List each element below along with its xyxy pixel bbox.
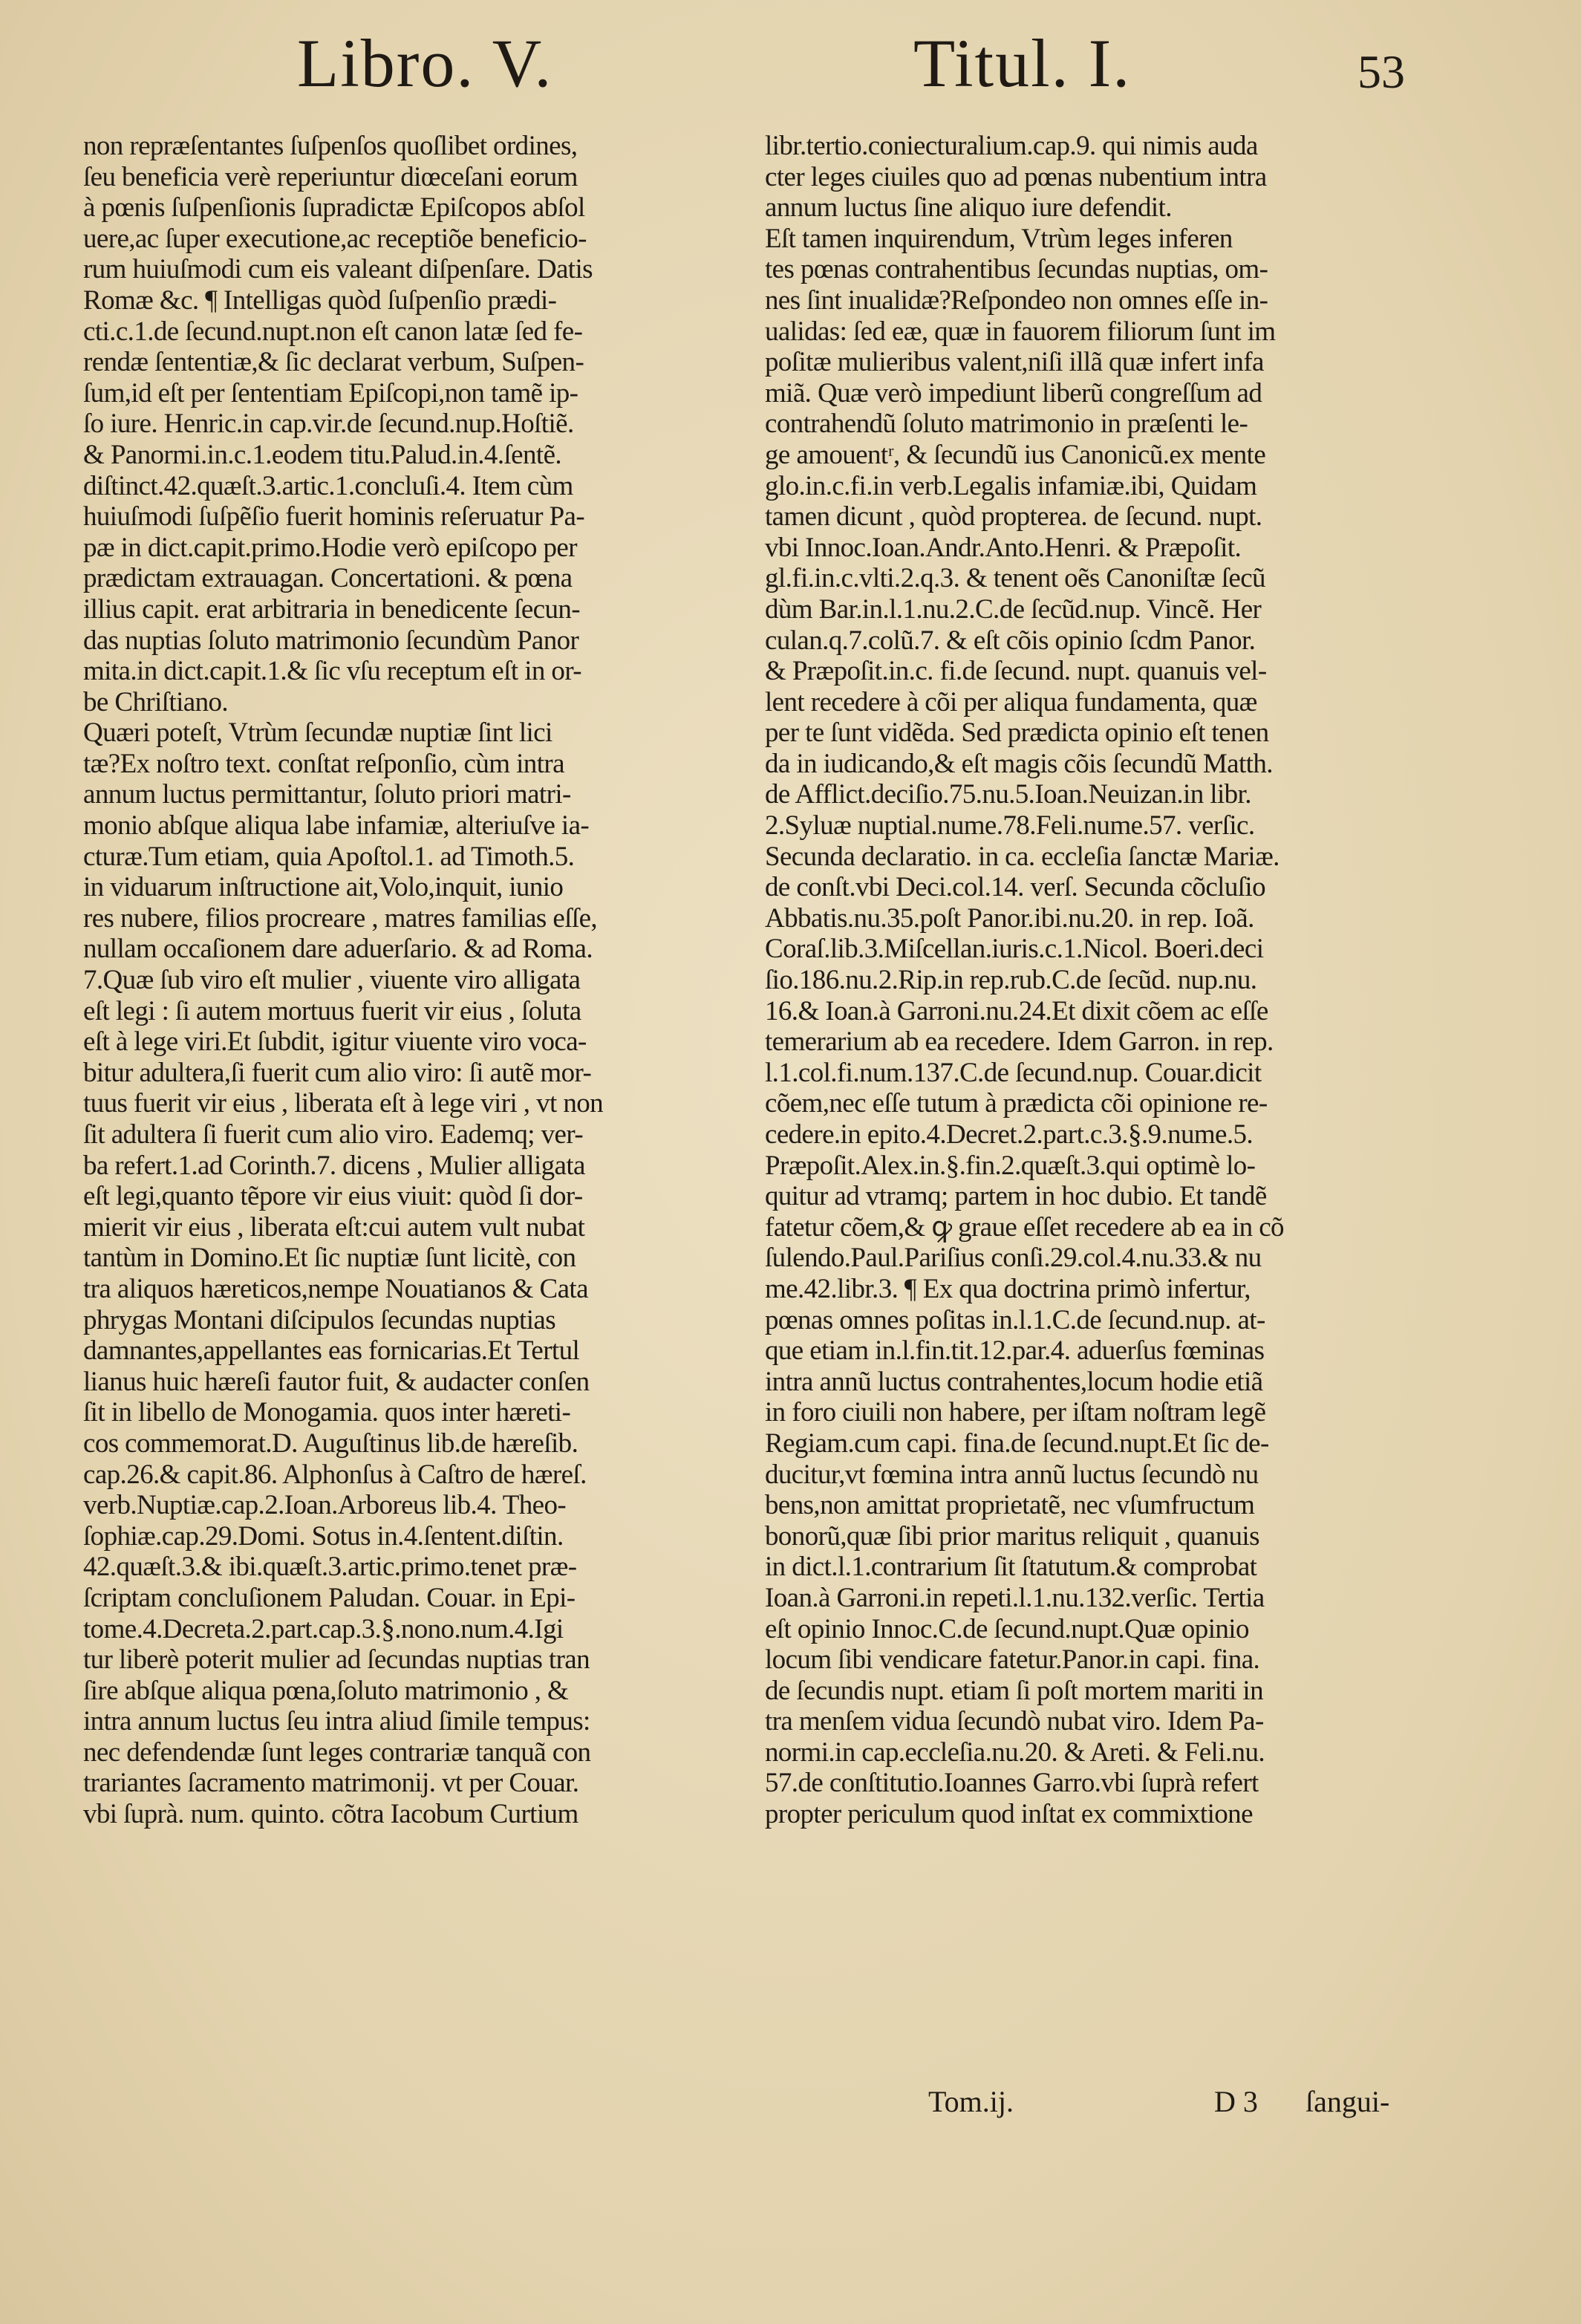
text-line: mierit vir eius , liberata eſt:cui autem vult nubat <box>83 1211 585 1243</box>
text-line: cos commemorat.D. Auguſtinus lib.de hæreſib. <box>83 1428 578 1459</box>
text-line: ba refert.1.ad Corinth.7. dicens , Mulier alligata <box>83 1150 585 1181</box>
text-line: be Chriſtiano. <box>83 686 229 717</box>
text-line: ſeu beneficia verè reperiuntur diœceſani eorum <box>83 161 578 192</box>
text-line: fatetur cõem,& ꝙ graue eſſet recedere ab ea in cõ <box>765 1211 1284 1243</box>
text-line: lent recedere à cõi per aliqua fundamenta, quæ <box>765 686 1257 717</box>
text-line: uere,ac ſuper executione,ac receptiõe beneficio- <box>83 223 587 254</box>
text-line: tæ?Ex noſtro text. conſtat reſponſio, cùm intra <box>83 748 564 779</box>
text-line: cedere.in epito.4.Decret.2.part.c.3.§.9.nume.5. <box>765 1119 1254 1150</box>
text-line: ſo iure. Henric.in cap.vir.de ſecund.nup.Hoſtiẽ. <box>83 409 574 440</box>
text-line: cap.26.& capit.86. Alphonſus à Caſtro de hæreſ. <box>83 1459 587 1490</box>
running-head-title: Titul. I. <box>913 25 1132 101</box>
text-line: cti.c.1.de ſecund.nupt.non eſt canon latæ ſed fe- <box>83 316 583 347</box>
text-line: annum luctus permittantur, ſoluto priori matri- <box>83 779 571 810</box>
text-line: propter periculum quod inſtat ex commixtione <box>765 1799 1253 1830</box>
text-line: contrahendũ ſoluto matrimonio in præſenti le- <box>765 409 1248 440</box>
page-footer <box>0 2080 1581 2124</box>
text-line: illius capit. erat arbitraria in benedicente ſecun- <box>83 593 580 625</box>
text-line: locum ſibi vendicare fatetur.Panor.in capi. fina. <box>765 1644 1260 1676</box>
text-line: de Afflict.deciſio.75.nu.5.Ioan.Neuizan.in libr. <box>765 779 1251 810</box>
text-line: cturæ.Tum etiam, quia Apoſtol.1. ad Timoth.5. <box>83 841 575 872</box>
text-line: Romæ &c. ¶ Intelligas quòd ſuſpenſio prædi- <box>83 284 557 316</box>
text-line: ſcriptam concluſionem Paludan. Couar. in Epi- <box>83 1582 576 1613</box>
text-line: in foro ciuili non habere, per iſtam noſtram legẽ <box>765 1397 1266 1428</box>
text-line: Præpoſit.Alex.in.§.fin.2.quæſt.3.qui optimè lo- <box>765 1150 1256 1181</box>
text-line: vbi ſuprà. num. quinto. cõtra Iacobum Curtium <box>83 1799 578 1830</box>
text-line: tuus fuerit vir eius , liberata eſt à lege viri , vt non <box>83 1088 604 1119</box>
text-line: ſio.186.nu.2.Rip.in rep.rub.C.de ſecũd. nup.nu. <box>765 965 1257 996</box>
text-line: ſophiæ.cap.29.Domi. Sotus in.4.ſentent.diſtin. <box>83 1520 564 1552</box>
text-line: culan.q.7.colũ.7. & eſt cõis opinio ſcdm Panor. <box>765 625 1256 656</box>
text-line: tra menſem vidua ſecundò nubat viro. Idem Pa- <box>765 1706 1264 1737</box>
catchword: ſangui- <box>1305 2085 1390 2118</box>
text-line: tome.4.Decreta.2.part.cap.3.§.nono.num.4.Igi <box>83 1613 564 1644</box>
running-head <box>0 22 1581 104</box>
text-line: de ſecundis nupt. etiam ſi poſt mortem mariti in <box>765 1675 1263 1706</box>
text-line: prædictam extrauagan. Concertationi. & pœna <box>83 563 573 594</box>
text-line: de conſt.vbi Deci.col.14. verſ. Secunda cõcluſio <box>765 872 1265 903</box>
text-line: & Panormi.in.c.1.eodem titu.Palud.in.4.ſentẽ. <box>83 439 562 470</box>
text-line: monio abſque aliqua labe infamiæ, alteriuſve ia- <box>83 810 590 842</box>
text-line: in dict.l.1.contrarium ſit ſtatutum.& comprobat <box>765 1552 1257 1583</box>
text-line: & Præpoſit.in.c. fi.de ſecund. nupt. quanuis vel- <box>765 656 1267 687</box>
text-line: bitur adultera,ſi fuerit cum alio viro: ſi autẽ mor- <box>83 1057 592 1088</box>
text-line: intra annũ luctus contrahentes,locum hodie etiã <box>765 1366 1263 1397</box>
text-line: rendæ ſententiæ,& ſic declarat verbum, Suſpen- <box>83 347 584 378</box>
text-line: 2.Syluæ nuptial.nume.78.Feli.nume.57. verſic. <box>765 810 1255 842</box>
text-line: dùm Bar.in.l.1.nu.2.C.de ſecũd.nup. Vincẽ. Her <box>765 593 1262 625</box>
text-line: da in iudicando,& eſt magis cõis ſecundũ Matth. <box>765 748 1273 779</box>
text-line: lianus huic hæreſi fautor fuit, & audacter conſen <box>83 1366 590 1397</box>
text-line: tra aliquos hæreticos,nempe Nouatianos & Cata <box>83 1273 588 1304</box>
text-line: tes pœnas contrahentibus ſecundas nuptias, om- <box>765 254 1268 285</box>
text-line: tamen dicunt , quòd propterea. de ſecund. nupt. <box>765 501 1262 533</box>
text-line: 16.& Ioan.à Garroni.nu.24.Et dixit cõem ac eſſe <box>765 995 1268 1026</box>
text-line: annum luctus ſine aliquo iure defendit. <box>765 192 1172 224</box>
text-line: ge amouentʳ, & ſecundũ ius Canonicũ.ex mente <box>765 439 1266 470</box>
text-line: ſire abſque aliqua pœna,ſoluto matrimonio , & <box>83 1675 569 1706</box>
running-head-book: Libro. V. <box>297 25 553 101</box>
text-line: vbi Innoc.Ioan.Andr.Anto.Henri. & Præpoſit. <box>765 532 1242 563</box>
text-line: normi.in cap.eccleſia.nu.20. & Areti. & Feli.nu. <box>765 1737 1265 1768</box>
text-line: à pœnis ſuſpenſionis ſupradictæ Epiſcopos abſol <box>83 192 585 224</box>
text-line: cõem,nec eſſe tutum à prædicta cõi opinione re- <box>765 1088 1268 1119</box>
left-text-column <box>83 131 722 1830</box>
text-line: in viduarum inſtructione ait,Volo,inquit, iunio <box>83 872 564 903</box>
text-line: das nuptias ſoluto matrimonio ſecundùm Panor <box>83 625 579 656</box>
text-line: que etiam in.l.fin.tit.12.par.4. aduerſus fœminas <box>765 1335 1265 1367</box>
text-line: 7.Quæ ſub viro eſt mulier , viuente viro alligata <box>83 965 581 996</box>
text-line: Ioan.à Garroni.in repeti.l.1.nu.132.verſic. Tertia <box>765 1582 1265 1613</box>
text-line: diſtinct.42.quæſt.3.artic.1.concluſi.4. Item cùm <box>83 470 573 501</box>
text-line: 57.de conſtitutio.Ioannes Garro.vbi ſuprà refert <box>765 1768 1259 1799</box>
text-line: bens,non amittat proprietatẽ, nec vſumfructum <box>765 1490 1255 1521</box>
right-text-column <box>765 131 1404 1830</box>
text-line: gl.fi.in.c.vlti.2.q.3. & tenent oẽs Canoniſtæ ſecũ <box>765 563 1265 594</box>
text-line: Eſt tamen inquirendum, Vtrùm leges inferen <box>765 223 1233 254</box>
text-line: tantùm in Domino.Et ſic nuptiæ ſunt licitè, con <box>83 1243 576 1274</box>
text-line: ducitur,vt fœmina intra annũ luctus ſecundò nu <box>765 1459 1259 1490</box>
text-line: Coraſ.lib.3.Miſcellan.iuris.c.1.Nicol. Boeri.deci <box>765 934 1264 965</box>
text-line: tur liberè poterit mulier ad ſecundas nuptias tran <box>83 1644 590 1676</box>
text-line: intra annum luctus ſeu intra aliud ſimile tempus: <box>83 1706 590 1737</box>
text-line: nullam occaſionem dare aduerſario. & ad Roma. <box>83 934 593 965</box>
text-line: huiuſmodi ſuſpẽſio fuerit hominis reſeruatur Pa- <box>83 501 585 533</box>
text-line: temerarium ab ea recedere. Idem Garron. in rep. <box>765 1026 1274 1058</box>
text-line: 42.quæſt.3.& ibi.quæſt.3.artic.primo.tenet præ- <box>83 1552 577 1583</box>
text-line: me.42.libr.3. ¶ Ex qua doctrina primò infertur, <box>765 1273 1251 1304</box>
text-line: pæ in dict.capit.primo.Hodie verò epiſcopo per <box>83 532 577 563</box>
text-line: Quæri poteſt, Vtrùm ſecundæ nuptiæ ſint lici <box>83 717 552 749</box>
text-line: Regiam.cum capi. fina.de ſecund.nupt.Et ſic de- <box>765 1428 1269 1459</box>
text-line: trariantes ſacramento matrimonij. vt per Couar. <box>83 1768 579 1799</box>
text-line: ſit adultera ſi fuerit cum alio viro. Eademq; ver- <box>83 1119 584 1150</box>
text-line: Secunda declaratio. in ca. eccleſia ſanctæ Mariæ. <box>765 841 1280 872</box>
text-line: pœnas omnes poſitas in.l.1.C.de ſecund.nup. at- <box>765 1304 1265 1335</box>
text-line: mita.in dict.capit.1.& ſic vſu receptum eſt in or- <box>83 656 582 687</box>
text-line: phrygas Montani diſcipulos ſecundas nuptias <box>83 1304 555 1335</box>
text-line: ſulendo.Paul.Pariſius conſi.29.col.4.nu.33.& nu <box>765 1243 1262 1274</box>
text-line: bonorũ,quæ ſibi prior maritus reliquit , quanuis <box>765 1520 1259 1552</box>
text-line: per te ſunt vidẽda. Sed prædicta opinio eſt tenen <box>765 717 1269 749</box>
text-line: non repræſentantes ſuſpenſos quoſlibet ordines, <box>83 131 578 161</box>
text-line: cter leges ciuiles quo ad pœnas nubentium intra <box>765 161 1267 192</box>
text-line: verb.Nuptiæ.cap.2.Ioan.Arboreus lib.4. Theo- <box>83 1490 567 1521</box>
text-line: ualidas: ſed eæ, quæ in fauorem filiorum ſunt im <box>765 316 1276 347</box>
signature-mark: D 3 <box>1214 2085 1258 2118</box>
text-line: eſt legi,quanto tẽpore vir eius viuit: quòd ſi dor- <box>83 1181 583 1212</box>
text-line: eſt à lege viri.Et ſubdit, igitur viuente viro voca- <box>83 1026 587 1058</box>
text-line: res nubere, filios procreare , matres familias eſſe, <box>83 902 598 934</box>
text-line: rum huiuſmodi cum eis valeant diſpenſare. Datis <box>83 254 593 285</box>
folio-number: 53 <box>1357 45 1405 98</box>
text-line: quitur ad vtramq; partem in hoc dubio. Et tandẽ <box>765 1181 1267 1212</box>
volume-mark: Tom.ij. <box>928 2085 1014 2118</box>
text-line: poſitæ mulieribus valent,niſi illã quæ infert infa <box>765 347 1264 378</box>
text-line: l.1.col.fi.num.137.C.de ſecund.nup. Couar.dicit <box>765 1057 1262 1088</box>
text-line: glo.in.c.fi.in verb.Legalis infamiæ.ibi, Quidam <box>765 470 1257 501</box>
text-line: eſt opinio Innoc.C.de ſecund.nupt.Quæ opinio <box>765 1613 1249 1644</box>
text-line: ſit in libello de Monogamia. quos inter hæreti- <box>83 1397 571 1428</box>
text-line: ſum,id eſt per ſententiam Epiſcopi,non tamẽ ip- <box>83 377 578 409</box>
text-line: miã. Quæ verò impediunt liberũ congreſſum ad <box>765 377 1262 409</box>
text-line: Abbatis.nu.35.poſt Panor.ibi.nu.20. in rep. Ioã. <box>765 902 1254 934</box>
text-line: nec defendendæ ſunt leges contrariæ tanquã con <box>83 1737 591 1768</box>
text-line: libr.tertio.coniecturalium.cap.9. qui nimis auda <box>765 131 1258 161</box>
text-line: nes ſint inualidæ?Reſpondeo non omnes eſſe in- <box>765 284 1268 316</box>
text-line: damnantes,appellantes eas fornicarias.Et Tertul <box>83 1335 580 1367</box>
text-line: eſt legi : ſi autem mortuus fuerit vir eius , ſoluta <box>83 995 581 1026</box>
